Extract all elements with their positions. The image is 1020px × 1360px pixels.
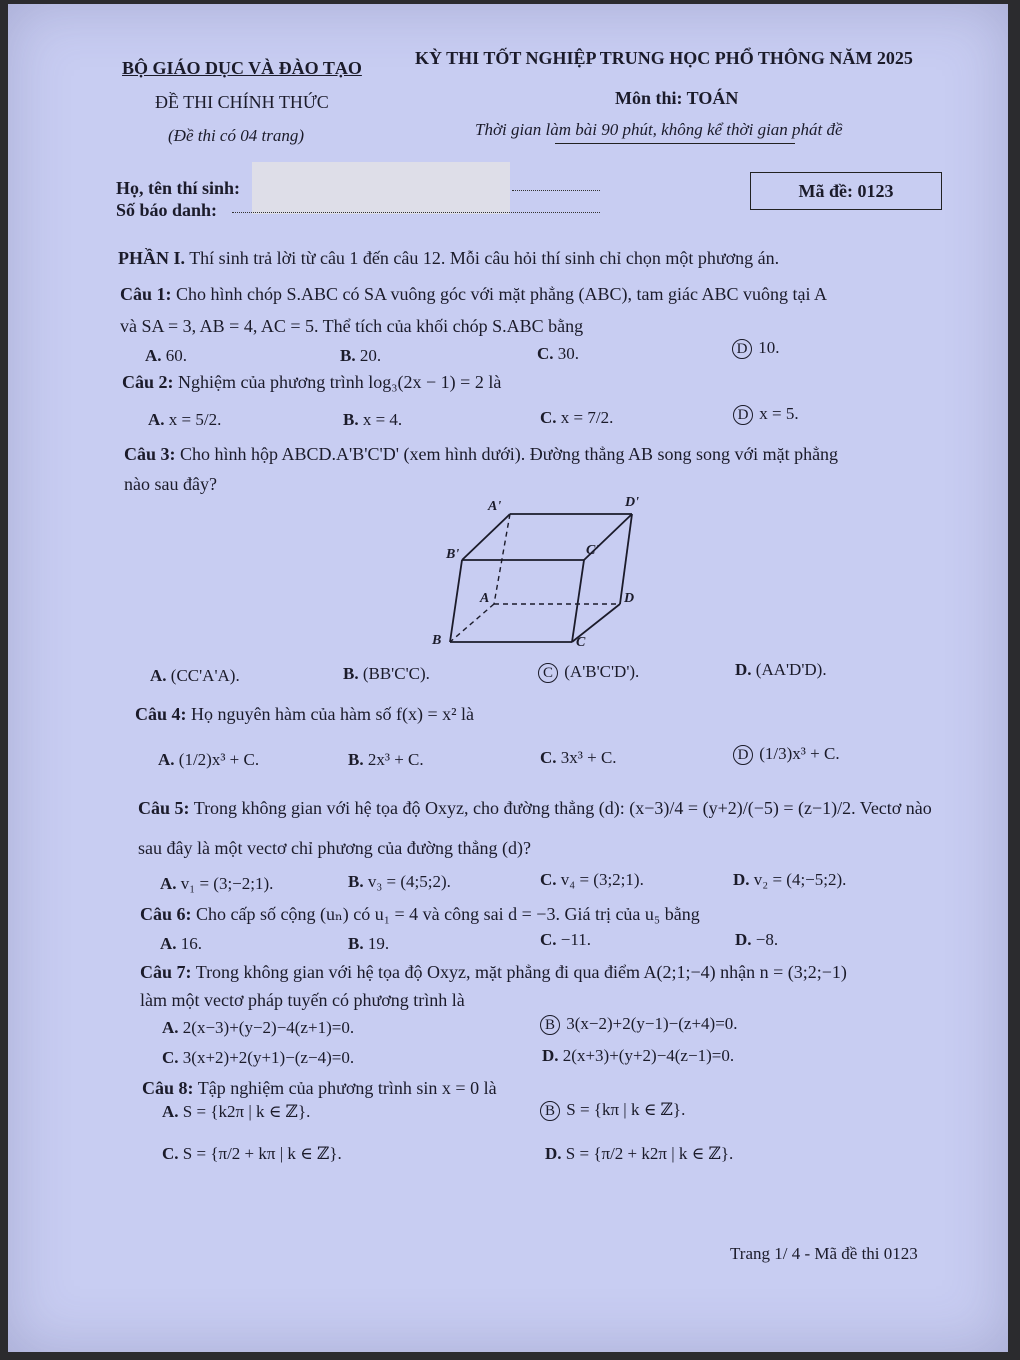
answer-circle-icon: D [732,339,752,359]
q8-opt-b: B S = {kπ | k ∈ ℤ}. [540,1100,685,1121]
q5-opt-c: C. v₄ = (3;2;1). [540,870,644,889]
q5-text: Câu 5: Trong không gian với hệ tọa độ Oxyz, cho đường thẳng (d): (x−3)/4 = (y+2)/(−5) = (z−1)/2. Vectơ nào [138,798,932,818]
edge-ab [450,604,494,642]
ministry-title: BỘ GIÁO DỤC VÀ ĐÀO TẠO [122,58,362,78]
q7-opt-d: D. 2(x+3)+(y+2)−4(z−1)=0. [542,1046,735,1065]
label-a1: A' [488,499,502,514]
label-d: D [624,591,635,606]
q3-opt-b: B. (BB'C'C). [343,664,430,683]
page-footer: Trang 1/ 4 - Mã đề thi 0123 [730,1244,918,1263]
q7-text2: làm một vectơ pháp tuyến có phương trình là [140,990,465,1010]
q4-opt-d: D (1/3)x³ + C. [733,744,840,765]
q5-text2: sau đây là một vectơ chỉ phương của đường thẳng (d)? [138,838,531,858]
name-label: Họ, tên thí sinh: [116,178,241,198]
q1-opt-c: C. 30. [537,344,580,363]
q5-opt-a: A. v₁ = (3;−2;1). [160,874,274,893]
q2-opt-b: B. x = 4. [343,410,403,429]
q1-text: Câu 1: Cho hình chóp S.ABC có SA vuông góc với mặt phẳng (ABC), tam giác ABC vuông tại A [120,284,828,304]
time-underline [555,143,795,144]
q6-opt-d: D. −8. [735,930,779,949]
name-dots [512,190,600,191]
label-c1: C' [586,543,600,558]
q8-opt-d: D. S = {π/2 + k2π | k ∈ ℤ}. [545,1144,734,1163]
q1-opt-b: B. 20. [340,346,382,365]
q6-opt-c: C. −11. [540,930,591,949]
label-d1: D' [625,495,639,510]
time-note: Thời gian làm bài 90 phút, không kể thời gian phát đề [475,120,843,139]
q2-opt-c: C. x = 7/2. [540,408,614,427]
answer-circle-icon: B [540,1015,560,1035]
q4-text: Câu 4: Họ nguyên hàm của hàm số f(x) = x² là [135,704,474,724]
parallelepiped-figure [420,492,650,662]
q2-opt-a: A. x = 5/2. [148,410,222,429]
q6-opt-b: B. 19. [348,934,390,953]
q3-opt-c: C (A'B'C'D'). [538,662,639,683]
answer-circle-icon: C [538,663,558,683]
q7-opt-a: A. 2(x−3)+(y−2)−4(z+1)=0. [162,1018,355,1037]
q4-opt-c: C. 3x³ + C. [540,748,617,767]
q1-opt-a: A. 60. [145,346,188,365]
pages-note: (Đề thi có 04 trang) [168,126,304,145]
label-b: B [432,633,442,648]
q2-text: Câu 2: Nghiệm của phương trình log₃(2x − 1) = 2 là [122,372,502,392]
subject-label: Môn thi: TOÁN [615,88,739,108]
answer-circle-icon: D [733,405,753,425]
label-b1: B' [446,547,460,562]
id-dots [232,212,600,213]
label-c: C [576,635,586,650]
redacted-name [252,162,510,214]
official-label: ĐỀ THI CHÍNH THỨC [155,92,329,112]
q2-opt-d: D x = 5. [733,404,799,425]
exam-title: KỲ THI TỐT NGHIỆP TRUNG HỌC PHỔ THÔNG NĂM 2025 [415,48,913,68]
q7-opt-b: B 3(x−2)+2(y−1)−(z+4)=0. [540,1014,738,1035]
q5-opt-b: B. v₃ = (4;5;2). [348,872,451,891]
q1-opt-d: D 10. [732,338,780,359]
q6-text: Câu 6: Cho cấp số cộng (uₙ) có u₁ = 4 và công sai d = −3. Giá trị của u₅ bằng [140,904,700,924]
part1-heading: PHẦN I. Thí sinh trả lời từ câu 1 đến câu 12. Mỗi câu hỏi thí sinh chỉ chọn một phương án. [118,248,780,268]
exam-code-box: Mã đề: 0123 [750,172,942,210]
q3-opt-d: D. (AA'D'D). [735,660,827,679]
q4-opt-a: A. (1/2)x³ + C. [158,750,260,769]
q8-text: Câu 8: Tập nghiệm của phương trình sin x = 0 là [142,1078,497,1098]
edge-c1c [572,560,584,642]
q1-text2: và SA = 3, AB = 4, AC = 5. Thể tích của khối chóp S.ABC bằng [120,316,584,336]
q7-opt-c: C. 3(x+2)+2(y+1)−(z−4)=0. [162,1048,355,1067]
q5-opt-d: D. v₂ = (4;−5;2). [733,870,847,889]
q4-opt-b: B. 2x³ + C. [348,750,424,769]
answer-circle-icon: D [733,745,753,765]
q8-opt-c: C. S = {π/2 + kπ | k ∈ ℤ}. [162,1144,342,1163]
q6-opt-a: A. 16. [160,934,203,953]
id-label: Số báo danh: [116,200,218,220]
answer-circle-icon: B [540,1101,560,1121]
edge-b1b [450,560,462,642]
q3-text2: nào sau đây? [124,474,217,494]
q8-opt-a: A. S = {k2π | k ∈ ℤ}. [162,1102,311,1121]
q3-opt-a: A. (CC'A'A). [150,666,240,685]
label-a: A [480,591,490,606]
q3-text: Câu 3: Cho hình hộp ABCD.A'B'C'D' (xem hình dưới). Đường thẳng AB song song với mặt phẳng [124,444,839,464]
q7-text: Câu 7: Trong không gian với hệ tọa độ Oxyz, mặt phẳng đi qua điểm A(2;1;−4) nhận n = (3;2;−1) [140,962,847,982]
